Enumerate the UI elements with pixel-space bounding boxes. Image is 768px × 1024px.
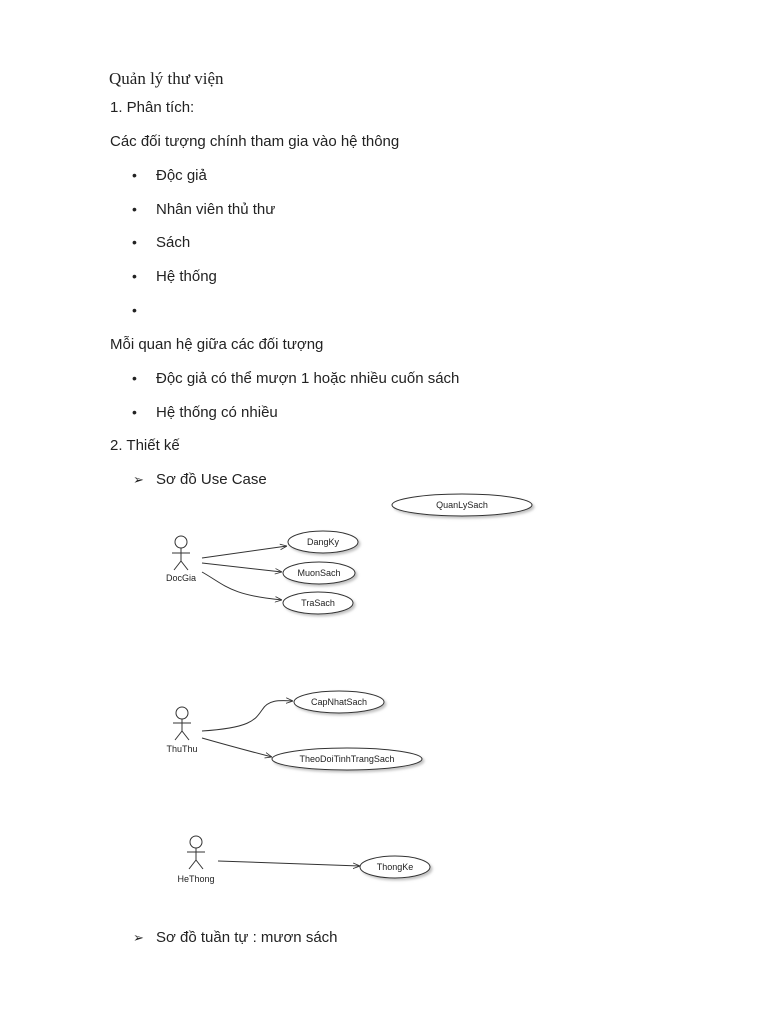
- usecase-thongke: [360, 856, 430, 878]
- list-item: Nhân viên thủ thư: [156, 201, 276, 218]
- relations-intro: Mỗi quan hệ giữa các đối tượng: [110, 336, 324, 353]
- bullet-dot: •: [132, 404, 137, 420]
- assoc-hethong-thongke: [218, 861, 360, 866]
- actor-hethong-label: HeThong: [177, 874, 215, 884]
- usecase-trasach: [283, 592, 353, 614]
- usecase-quanlysach: [392, 494, 532, 516]
- usecase-capnhatsach: [294, 691, 384, 713]
- actor-thuthu-icon: [173, 707, 191, 740]
- assoc-docgia-trasach: [202, 572, 282, 600]
- svg-text:QuanLySach: QuanLySach: [436, 500, 488, 510]
- list-item: Sách: [156, 234, 191, 251]
- arrow-bullet-icon: ➢: [133, 472, 144, 487]
- actor-docgia-label: DocGia: [165, 573, 197, 583]
- bullet-dot: •: [132, 201, 137, 217]
- bullet-dot: •: [132, 234, 137, 250]
- objects-intro: Các đối tượng chính tham gia vào hệ thông: [110, 133, 400, 150]
- bullet-dot: •: [132, 268, 137, 284]
- design-item-sequence: Sơ đồ tuần tự : mươn sách: [156, 929, 338, 946]
- arrow-bullet-icon: ➢: [133, 930, 144, 945]
- list-item: Hệ thống: [156, 268, 217, 285]
- list-item: Độc giả có thể mượn 1 hoặc nhiều cuốn sách: [156, 370, 460, 387]
- assoc-thuthu-capnhatsach: [202, 701, 293, 731]
- svg-text:CapNhatSach: CapNhatSach: [310, 697, 368, 707]
- section1-heading: 1. Phân tích:: [110, 99, 195, 116]
- section2-heading: 2. Thiết kế: [110, 437, 180, 454]
- svg-text:DangKy: DangKy: [306, 537, 340, 547]
- design-item-usecase: Sơ đồ Use Case: [156, 471, 267, 488]
- actor-docgia-icon: [172, 536, 190, 570]
- svg-text:TraSach: TraSach: [301, 598, 335, 608]
- usecase-dangky: [288, 531, 358, 553]
- svg-text:MuonSach: MuonSach: [297, 568, 341, 578]
- bullet-dot: •: [132, 370, 137, 386]
- usecase-muonsach: [283, 562, 355, 584]
- bullet-dot: •: [132, 167, 137, 183]
- list-item: Hệ thống có nhiều: [156, 404, 278, 421]
- assoc-docgia-dangky: [202, 546, 287, 558]
- assoc-thuthu-theodoi: [202, 738, 272, 757]
- list-item: Độc giả: [156, 167, 207, 184]
- svg-text:TheoDoiTinhTrangSach: TheoDoiTinhTrangSach: [299, 754, 395, 764]
- actor-thuthu-label: ThuThu: [166, 744, 198, 754]
- svg-text:ThongKe: ThongKe: [376, 862, 414, 872]
- actor-hethong-icon: [187, 836, 205, 869]
- document-title: Quản lý thư viện: [109, 69, 224, 88]
- assoc-docgia-muonsach: [202, 563, 282, 572]
- usecase-theodoitinhtrangsach: [272, 748, 422, 770]
- bullet-dot: •: [132, 302, 137, 318]
